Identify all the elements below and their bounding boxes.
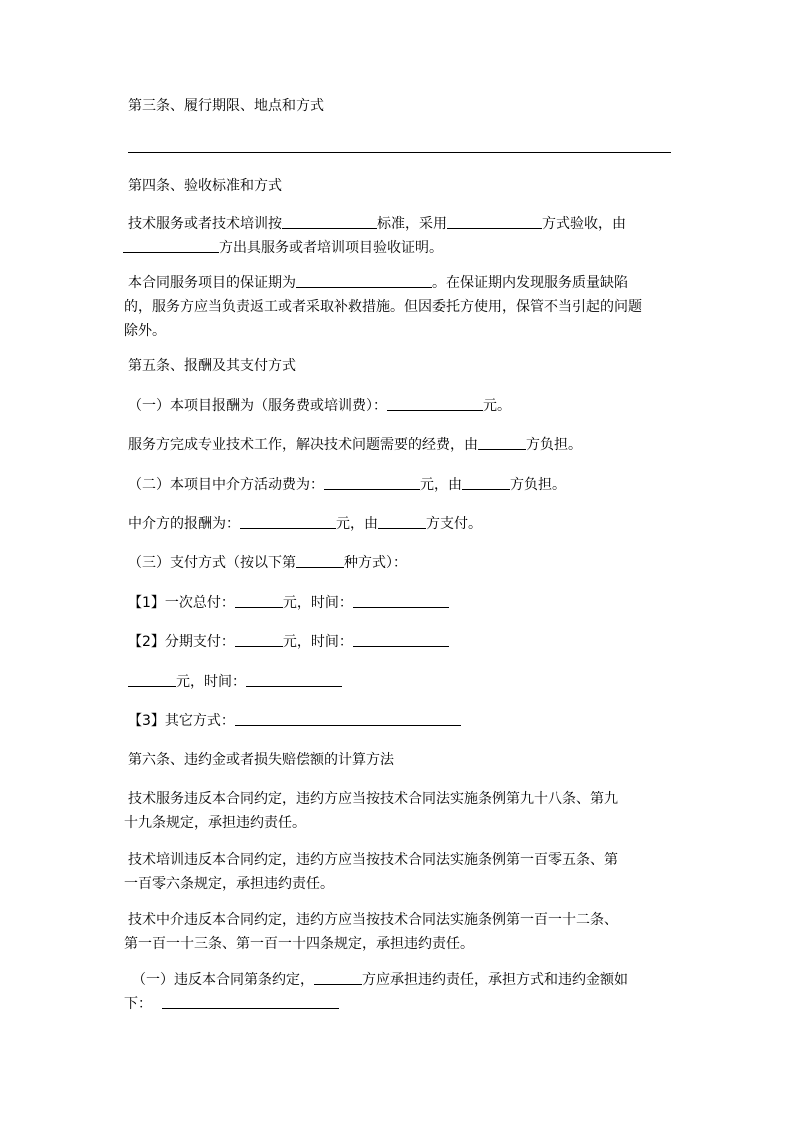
acceptance-paragraph-1 <box>124 212 674 260</box>
payment-l6-text-a: 【1】一次总付： <box>128 595 235 611</box>
payment-line-6 <box>128 592 449 615</box>
liability-p4-text-b: 方应承担违约责任，承担方式和违约金额如 <box>362 972 628 988</box>
acceptance-p1-line-1 <box>124 212 674 236</box>
payment-l2-text-a: 服务方完成专业技术工作，解决技术问题需要的经费，由 <box>128 437 478 453</box>
blank-payment-option[interactable] <box>296 552 344 568</box>
blank-standard[interactable] <box>282 213 377 229</box>
blank-method[interactable] <box>447 213 542 229</box>
blank-issuer[interactable] <box>123 237 219 253</box>
payment-l9-text-a: 【3】其它方式： <box>128 713 235 729</box>
blank-installment-date-1[interactable] <box>353 631 449 647</box>
section-4-title <box>128 175 282 198</box>
payment-l7-text-b: 元，时间： <box>282 634 353 650</box>
acceptance-p1-text-a: 技术服务或者技术培训按 <box>128 216 282 232</box>
acceptance-p2-line-3: 除外。 <box>124 323 166 339</box>
blank-liability-terms[interactable] <box>162 993 339 1009</box>
payment-line-5 <box>128 552 407 575</box>
payment-l7-text-a: 【2】分期支付： <box>128 634 235 650</box>
liability-paragraph-3 <box>124 908 674 956</box>
fill-in-line-section-3[interactable] <box>128 152 671 153</box>
acceptance-paragraph-2 <box>124 271 674 343</box>
liability-p4-text-c: 下： <box>124 996 152 1012</box>
payment-line-7 <box>128 631 449 654</box>
blank-other-method[interactable] <box>235 710 461 726</box>
payment-l1-text-a: （一）本项目报酬为（服务费或培训费）： <box>128 398 387 414</box>
acceptance-p2-line-1 <box>124 271 674 295</box>
payment-line-4 <box>128 513 482 536</box>
section-4-title-text: 第四条、验收标准和方式 <box>128 178 282 194</box>
payment-line-8 <box>128 671 342 694</box>
payment-l3-text-c: 方负担。 <box>510 477 566 493</box>
liability-p2-line-1: 技术培训违反本合同约定，违约方应当按技术合同法实施条例第一百零五条、第 <box>128 852 618 868</box>
payment-line-3 <box>128 474 566 497</box>
section-3-title <box>128 95 324 118</box>
blank-installment-date-2[interactable] <box>246 671 342 687</box>
blank-fee-amount[interactable] <box>387 395 483 411</box>
liability-p3-line-2: 第一百一十三条、第一百一十四条规定，承担违约责任。 <box>124 936 474 952</box>
section-5-title-text: 第五条、报酬及其支付方式 <box>128 358 296 374</box>
payment-l4-text-a: 中介方的报酬为： <box>128 516 240 532</box>
acceptance-p1-text-c: 方式验收，由 <box>542 216 626 232</box>
blank-installment-amount-1[interactable] <box>235 631 283 647</box>
blank-agent-activity-fee[interactable] <box>324 474 420 490</box>
payment-l1-text-b: 元。 <box>483 398 511 414</box>
payment-l4-text-c: 方支付。 <box>426 516 482 532</box>
blank-lump-sum-date[interactable] <box>353 592 449 608</box>
acceptance-p1-text-d: 方出具服务或者培训项目验收证明。 <box>219 240 443 256</box>
payment-line-2 <box>128 434 582 457</box>
blank-breaching-party[interactable] <box>314 969 362 985</box>
section-6-title <box>128 749 394 772</box>
payment-line-1 <box>128 395 511 418</box>
liability-paragraph-4 <box>124 968 674 1016</box>
payment-l2-text-b: 方负担。 <box>526 437 582 453</box>
section-5-title <box>128 355 296 378</box>
blank-installment-amount-2[interactable] <box>128 671 176 687</box>
payment-l8-text-a: 元，时间： <box>176 674 246 690</box>
blank-agent-remuneration[interactable] <box>240 513 336 529</box>
payment-line-9 <box>128 710 461 733</box>
acceptance-p2-text-a: 本合同服务项目的保证期为 <box>128 275 296 291</box>
liability-p4-text-a: （一）违反本合同第条约定， <box>132 972 314 988</box>
blank-agent-fee-party[interactable] <box>462 474 510 490</box>
liability-p4-line-1 <box>124 968 674 992</box>
section-6-title-text: 第六条、违约金或者损失赔偿额的计算方法 <box>128 752 394 768</box>
liability-p3-line-1: 技术中介违反本合同约定，违约方应当按技术合同法实施条例第一百一十二条、 <box>128 912 618 928</box>
acceptance-p1-line-2 <box>123 236 674 260</box>
liability-p1-line-2: 十九条规定，承担违约责任。 <box>124 815 306 831</box>
payment-l3-text-b: 元，由 <box>420 477 462 493</box>
liability-p1-line-1: 技术服务违反本合同约定，违约方应当按技术合同法实施条例第九十八条、第九 <box>128 791 618 807</box>
blank-expense-party[interactable] <box>478 434 526 450</box>
liability-paragraph-2 <box>124 848 674 896</box>
blank-lump-sum-amount[interactable] <box>235 592 283 608</box>
payment-l5-text-a: （三）支付方式（按以下第 <box>128 555 296 571</box>
payment-l3-text-a: （二）本项目中介方活动费为： <box>128 477 324 493</box>
payment-l6-text-b: 元，时间： <box>282 595 353 611</box>
acceptance-p1-text-b: 标准，采用 <box>377 216 447 232</box>
blank-warranty-period[interactable] <box>296 272 432 288</box>
liability-p4-line-2 <box>124 992 674 1016</box>
acceptance-p2-text-b: 。在保证期内发现服务质量缺陷 <box>432 275 628 291</box>
blank-agent-payer[interactable] <box>378 513 426 529</box>
section-3-title-text: 第三条、履行期限、地点和方式 <box>128 98 324 114</box>
acceptance-p2-line-2: 的，服务方应当负责返工或者采取补救措施。但因委托方使用，保管不当引起的问题 <box>124 299 642 315</box>
liability-paragraph-1 <box>124 787 674 835</box>
payment-l5-text-b: 种方式）： <box>344 555 407 571</box>
liability-p2-line-2: 一百零六条规定，承担违约责任。 <box>124 876 334 892</box>
payment-l4-text-b: 元，由 <box>336 516 378 532</box>
